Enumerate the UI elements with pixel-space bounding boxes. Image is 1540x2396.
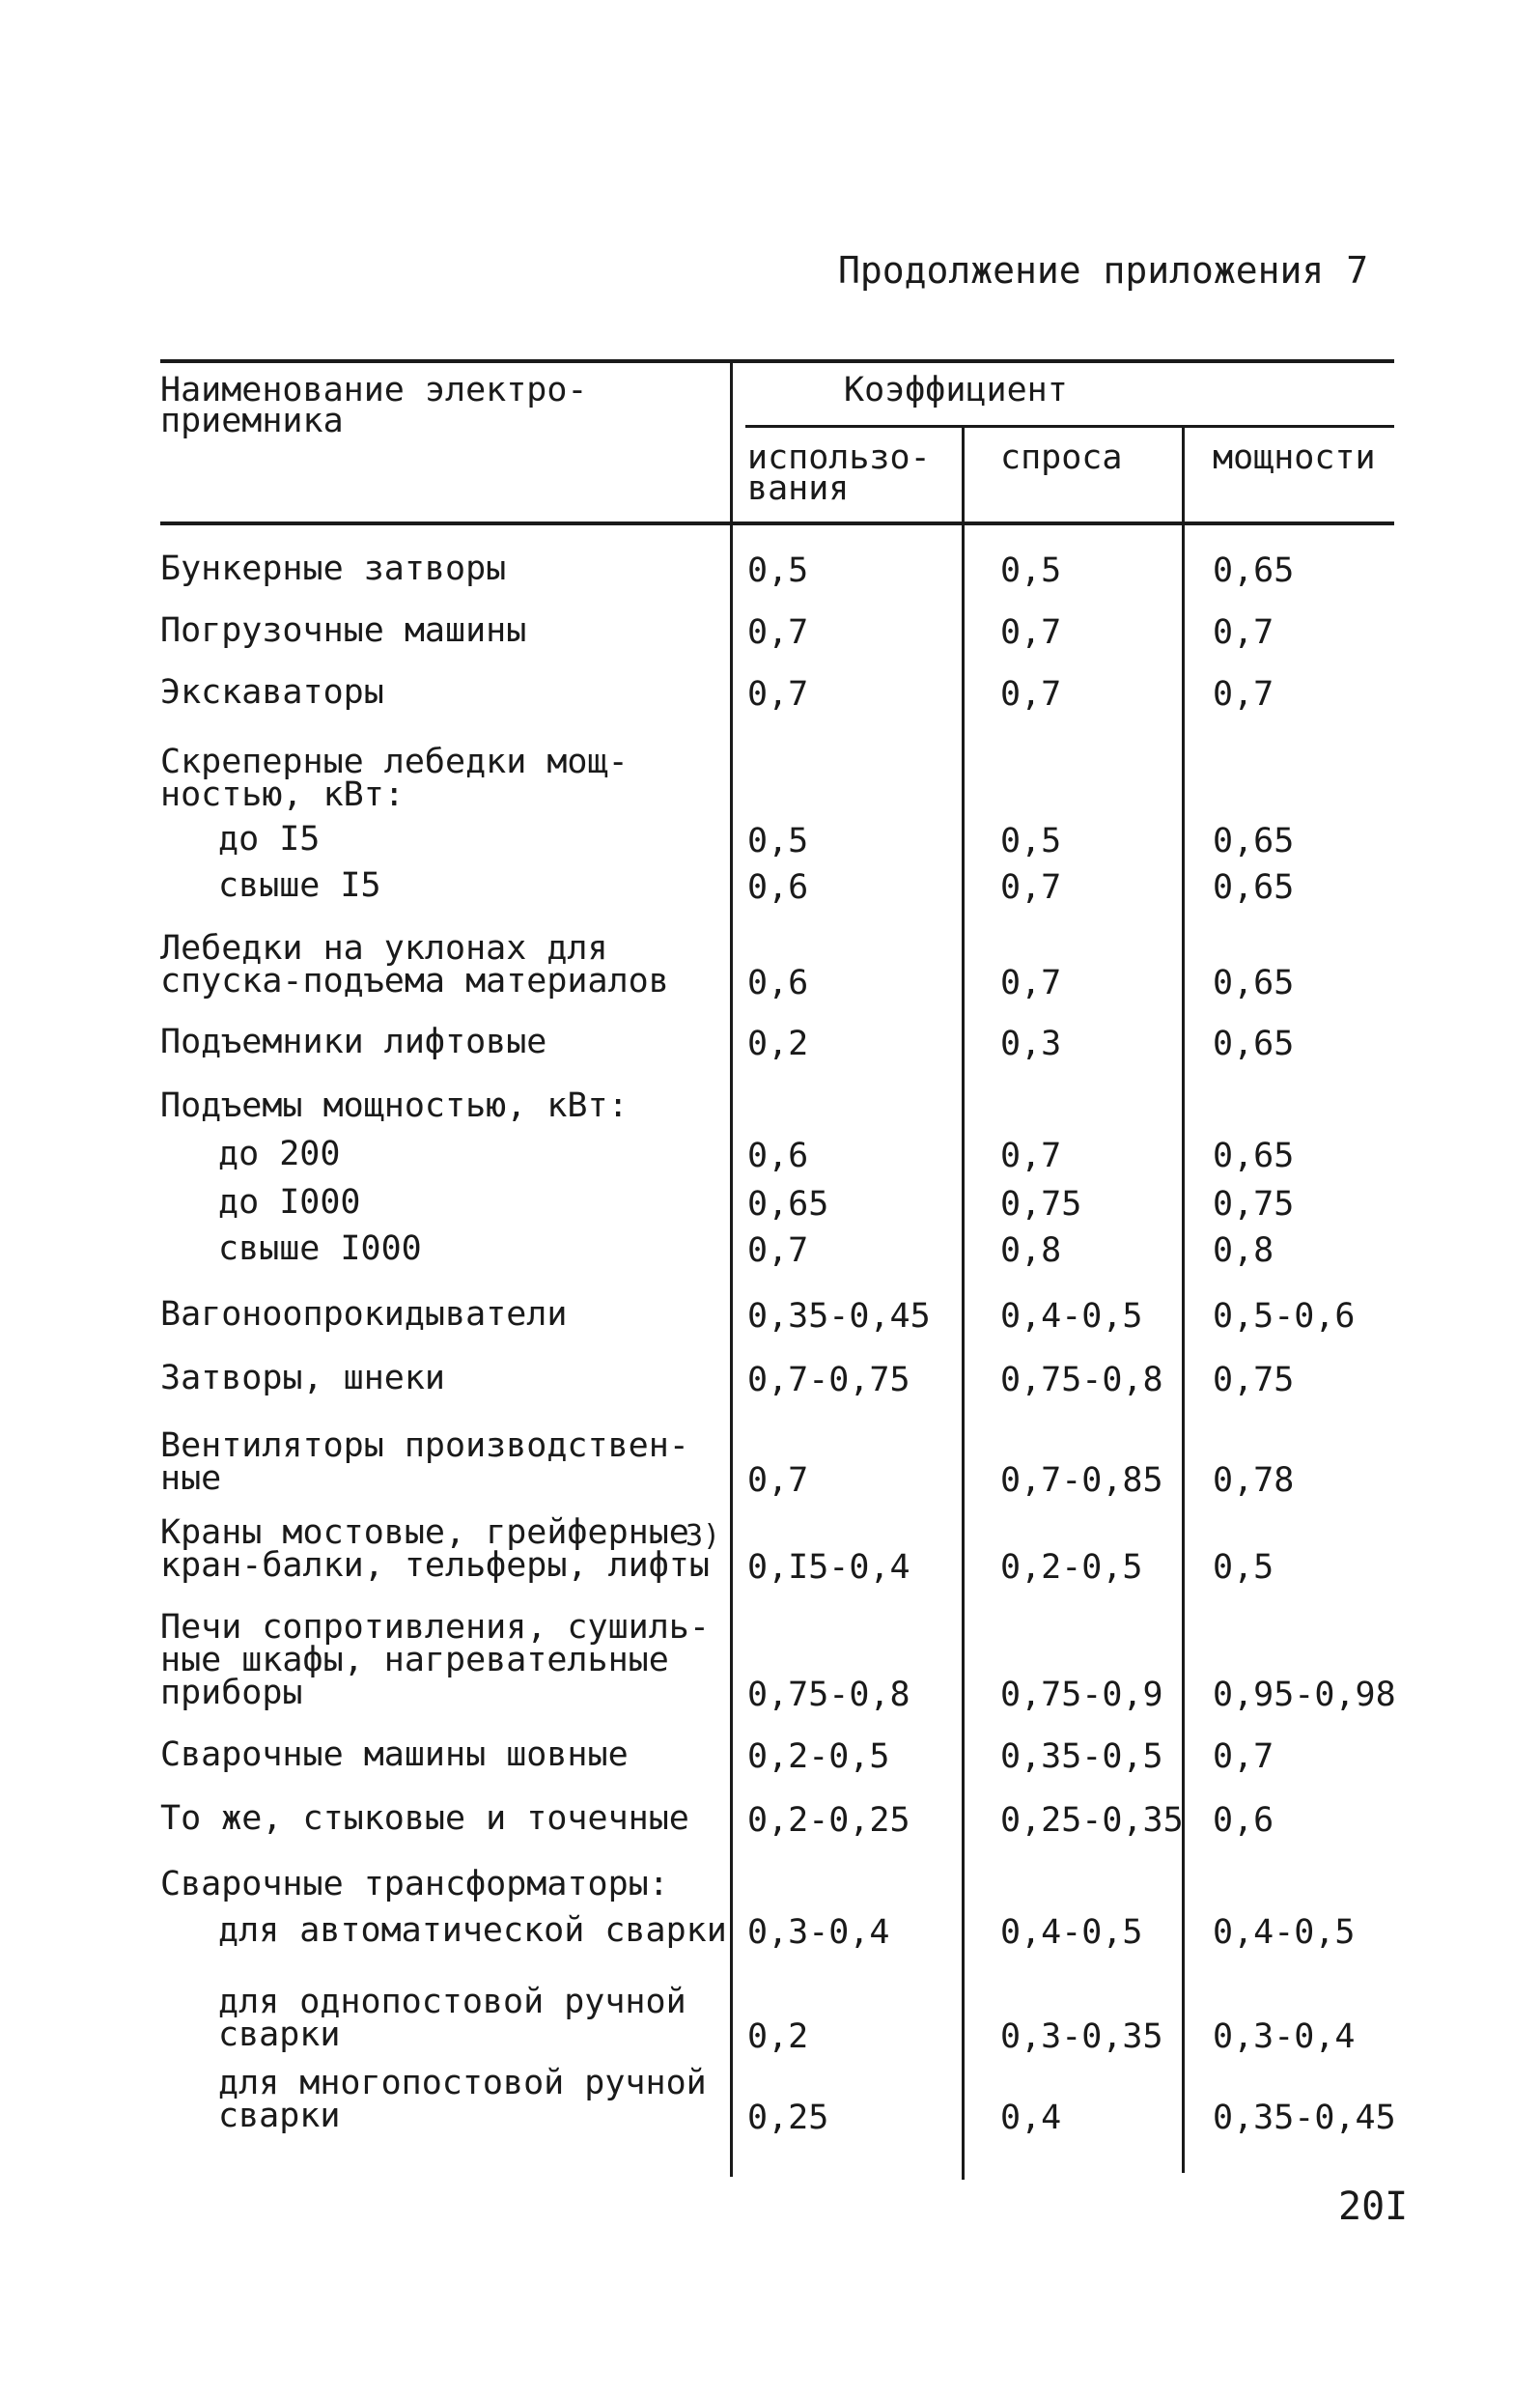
coefficient-group-rule (745, 425, 1394, 428)
row-16-name-line-2: кран-балки, тельферы, лифты (160, 1546, 710, 1585)
row-23-name-line-1: для многопостовой ручной (218, 2064, 707, 2102)
row-11-name-line-1: до I000 (218, 1183, 361, 1222)
row-10-demand-coefficient: 0,7 (1000, 1137, 1062, 1175)
row-14-demand-coefficient: 0,75-0,8 (1000, 1361, 1163, 1399)
col1-divider (962, 427, 965, 2180)
row-22-demand-coefficient: 0,3-0,35 (1000, 2017, 1163, 2056)
usage-column-header-line1: использо- (747, 438, 931, 477)
demand-column-header: спроса (1000, 438, 1123, 477)
row-19-demand-coefficient: 0,25-0,35 (1000, 1801, 1184, 1840)
row-7-usage-coefficient: 0,6 (747, 964, 809, 1002)
continuation-heading: Продолжение приложения 7 (838, 249, 1369, 292)
row-12-name-line-1: свыше I000 (218, 1229, 422, 1268)
row-7-demand-coefficient: 0,7 (1000, 964, 1062, 1002)
row-22-name-line-1: для однопостовой ручной (218, 1983, 686, 2021)
row-15-name-line-2: ные (160, 1459, 222, 1498)
row-3-demand-coefficient: 0,7 (1000, 675, 1062, 714)
power-column-header: мощности (1213, 438, 1376, 477)
row-13-usage-coefficient: 0,35-0,45 (747, 1297, 931, 1336)
row-3-usage-coefficient: 0,7 (747, 675, 809, 714)
row-5-power-coefficient: 0,65 (1213, 822, 1295, 860)
row-3-power-coefficient: 0,7 (1213, 675, 1274, 714)
row-4-name-line-1: Скреперные лебедки мощ- (160, 743, 629, 781)
row-1-usage-coefficient: 0,5 (747, 551, 809, 590)
row-12-usage-coefficient: 0,7 (747, 1231, 809, 1270)
name-column-header-line1: Наименование электро- (160, 371, 588, 409)
row-20-name-line-1: Сварочные трансформаторы: (160, 1865, 669, 1903)
row-17-power-coefficient: 0,95-0,98 (1213, 1676, 1396, 1714)
col2-divider (1182, 427, 1185, 2173)
row-7-name-line-1: Лебедки на уклонах для (160, 929, 608, 968)
row-5-name-line-1: до I5 (218, 820, 321, 859)
row-8-usage-coefficient: 0,2 (747, 1025, 809, 1063)
row-6-power-coefficient: 0,65 (1213, 868, 1295, 907)
row-6-name-line-1: свыше I5 (218, 866, 381, 905)
coefficient-group-header: Коэффициент (844, 371, 1068, 409)
row-22-power-coefficient: 0,3-0,4 (1213, 2017, 1356, 2056)
usage-column-header-line2: вания (747, 469, 850, 508)
row-2-usage-coefficient: 0,7 (747, 613, 809, 652)
row-3-name-line-1: Экскаваторы (160, 673, 384, 712)
row-15-usage-coefficient: 0,7 (747, 1461, 809, 1500)
row-22-name-line-2: сварки (218, 2015, 341, 2054)
row-14-name-line-1: Затворы, шнеки (160, 1359, 446, 1397)
row-17-name-line-3: приборы (160, 1674, 303, 1712)
row-14-usage-coefficient: 0,7-0,75 (747, 1361, 910, 1399)
row-11-usage-coefficient: 0,65 (747, 1185, 829, 1224)
row-11-demand-coefficient: 0,75 (1000, 1185, 1082, 1224)
row-4-name-line-2: ностью, кВт: (160, 775, 405, 814)
row-18-demand-coefficient: 0,35-0,5 (1000, 1737, 1163, 1776)
row-11-power-coefficient: 0,75 (1213, 1185, 1295, 1224)
row-14-power-coefficient: 0,75 (1213, 1361, 1295, 1399)
row-13-power-coefficient: 0,5-0,6 (1213, 1297, 1356, 1336)
row-18-name-line-1: Сварочные машины шовные (160, 1735, 629, 1774)
table-top-rule (160, 359, 1394, 363)
row-23-power-coefficient: 0,35-0,45 (1213, 2099, 1396, 2137)
row-21-name-line-1: для автоматической сварки (218, 1911, 727, 1950)
row-21-demand-coefficient: 0,4-0,5 (1000, 1913, 1143, 1952)
row-10-usage-coefficient: 0,6 (747, 1137, 809, 1175)
row-18-power-coefficient: 0,7 (1213, 1737, 1274, 1776)
row-17-name-line-1: Печи сопротивления, сушиль- (160, 1608, 710, 1647)
row-2-demand-coefficient: 0,7 (1000, 613, 1062, 652)
row-1-demand-coefficient: 0,5 (1000, 551, 1062, 590)
row-22-usage-coefficient: 0,2 (747, 2017, 809, 2056)
row-15-name-line-1: Вентиляторы производствен- (160, 1426, 689, 1465)
row-16-name-line-1: Краны мостовые, грейферные (160, 1513, 689, 1552)
name-column-header-line2: приемника (160, 402, 344, 440)
row-9-name-line-1: Подъемы мощностью, кВт: (160, 1086, 629, 1125)
page-number: 20I (1338, 2185, 1409, 2229)
row-8-power-coefficient: 0,65 (1213, 1025, 1295, 1063)
row-6-usage-coefficient: 0,6 (747, 868, 809, 907)
row-2-name-line-1: Погрузочные машины (160, 611, 527, 650)
row-15-demand-coefficient: 0,7-0,85 (1000, 1461, 1163, 1500)
row-19-usage-coefficient: 0,2-0,25 (747, 1801, 910, 1840)
row-13-demand-coefficient: 0,4-0,5 (1000, 1297, 1143, 1336)
row-17-demand-coefficient: 0,75-0,9 (1000, 1676, 1163, 1714)
row-23-demand-coefficient: 0,4 (1000, 2099, 1062, 2137)
row-7-name-line-2: спуска-подъема материалов (160, 962, 669, 1001)
row-7-power-coefficient: 0,65 (1213, 964, 1295, 1002)
row-17-usage-coefficient: 0,75-0,8 (747, 1676, 910, 1714)
row-21-power-coefficient: 0,4-0,5 (1213, 1913, 1356, 1952)
header-bottom-rule (160, 521, 1394, 525)
row-10-name-line-1: до 200 (218, 1135, 341, 1173)
row-23-usage-coefficient: 0,25 (747, 2099, 829, 2137)
row-5-demand-coefficient: 0,5 (1000, 822, 1062, 860)
footnote-marker: 3) (686, 1519, 721, 1553)
row-16-power-coefficient: 0,5 (1213, 1548, 1274, 1587)
row-19-name-line-1: То же, стыковые и точечные (160, 1799, 689, 1838)
row-13-name-line-1: Вагоноопрокидыватели (160, 1295, 568, 1334)
name-column-divider (730, 359, 733, 2177)
row-21-usage-coefficient: 0,3-0,4 (747, 1913, 890, 1952)
row-16-demand-coefficient: 0,2-0,5 (1000, 1548, 1143, 1587)
row-19-power-coefficient: 0,6 (1213, 1801, 1274, 1840)
row-12-demand-coefficient: 0,8 (1000, 1231, 1062, 1270)
row-15-power-coefficient: 0,78 (1213, 1461, 1295, 1500)
row-16-usage-coefficient: 0,I5-0,4 (747, 1548, 910, 1587)
row-8-name-line-1: Подъемники лифтовые (160, 1023, 547, 1061)
row-23-name-line-2: сварки (218, 2097, 341, 2135)
row-12-power-coefficient: 0,8 (1213, 1231, 1274, 1270)
row-10-power-coefficient: 0,65 (1213, 1137, 1295, 1175)
row-18-usage-coefficient: 0,2-0,5 (747, 1737, 890, 1776)
row-8-demand-coefficient: 0,3 (1000, 1025, 1062, 1063)
row-6-demand-coefficient: 0,7 (1000, 868, 1062, 907)
row-2-power-coefficient: 0,7 (1213, 613, 1274, 652)
row-17-name-line-2: ные шкафы, нагревательные (160, 1641, 669, 1679)
row-1-name-line-1: Бункерные затворы (160, 550, 507, 588)
row-5-usage-coefficient: 0,5 (747, 822, 809, 860)
row-1-power-coefficient: 0,65 (1213, 551, 1295, 590)
